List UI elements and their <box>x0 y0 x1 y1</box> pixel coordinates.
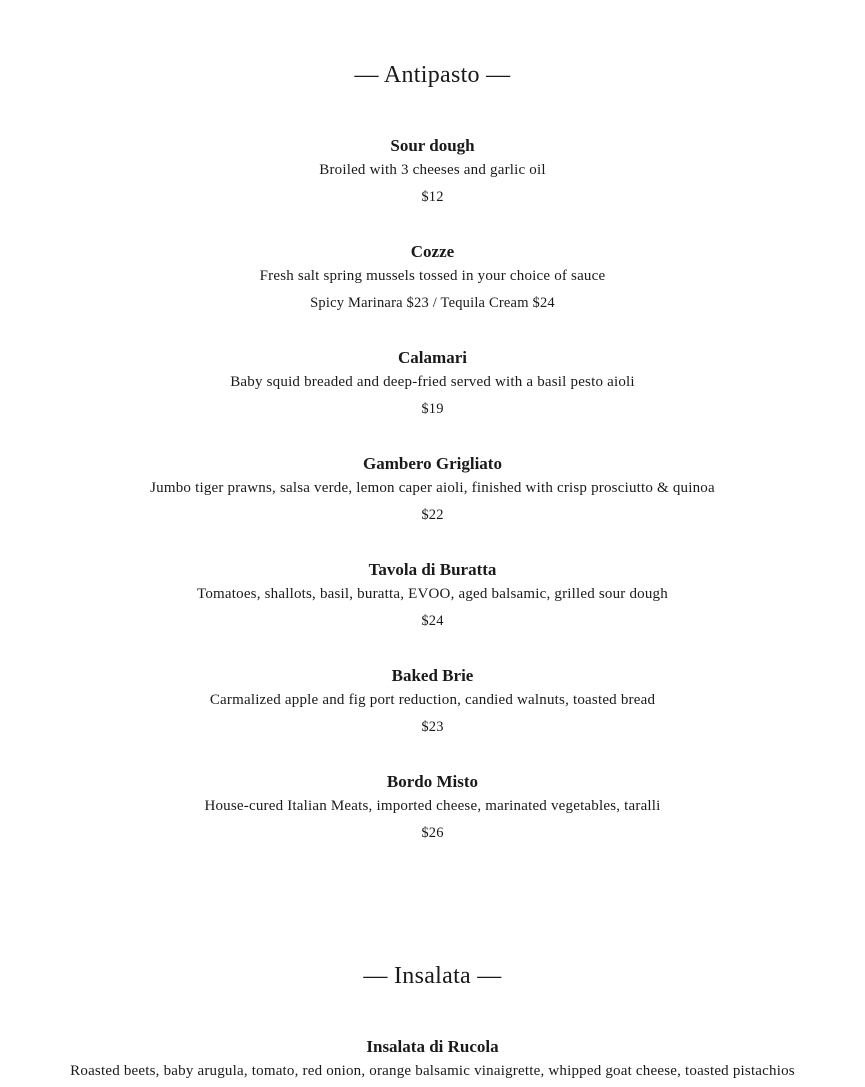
item-name: Tavola di Buratta <box>368 560 497 579</box>
menu-item <box>0 771 865 843</box>
section-title: — Insalata — <box>363 963 502 989</box>
menu-item <box>0 665 865 737</box>
item-name: Sour dough <box>390 136 475 155</box>
item-description: House-cured Italian Meats, imported cheese, marinated vegetables, taralli <box>204 798 661 814</box>
item-price: $26 <box>421 825 444 841</box>
menu-item <box>0 453 865 525</box>
item-name: Baked Brie <box>391 666 474 685</box>
item-description: Baby squid breaded and deep-fried served with a basil pesto aioli <box>230 374 635 390</box>
item-description: Jumbo tiger prawns, salsa verde, lemon caper aioli, finished with crisp prosciutto & quinoa <box>150 480 715 496</box>
menu-item <box>0 241 865 313</box>
item-name: Cozze <box>410 242 455 261</box>
item-description: Broiled with 3 cheeses and garlic oil <box>319 162 546 178</box>
menu-item <box>0 559 865 631</box>
menu-item-list <box>0 135 865 843</box>
menu-item-list <box>0 1036 865 1082</box>
menu-item <box>0 1036 865 1082</box>
section-title: — Antipasto — <box>354 62 511 88</box>
item-name: Gambero Grigliato <box>363 454 502 473</box>
item-description: Roasted beets, baby arugula, tomato, red onion, orange balsamic vinaigrette, whipped goat cheese, toasted pistachios <box>70 1063 795 1079</box>
menu-item <box>0 135 865 207</box>
item-description: Tomatoes, shallots, basil, buratta, EVOO, aged balsamic, grilled sour dough <box>197 586 668 602</box>
item-description: Carmalized apple and fig port reduction, candied walnuts, toasted bread <box>209 692 656 708</box>
item-name: Calamari <box>398 348 467 367</box>
item-price: Spicy Marinara $23 / Tequila Cream $24 <box>310 295 555 311</box>
item-price: $12 <box>421 189 444 205</box>
item-name: Insalata di Rucola <box>366 1037 499 1056</box>
item-name: Bordo Misto <box>386 772 479 791</box>
item-description: Fresh salt spring mussels tossed in your choice of sauce <box>259 268 606 284</box>
item-price: $22 <box>421 507 444 523</box>
item-price: $23 <box>421 719 444 735</box>
item-price: $19 <box>421 401 444 417</box>
item-price: $24 <box>421 613 444 629</box>
section-insalata <box>0 877 865 1082</box>
menu-item <box>0 347 865 419</box>
